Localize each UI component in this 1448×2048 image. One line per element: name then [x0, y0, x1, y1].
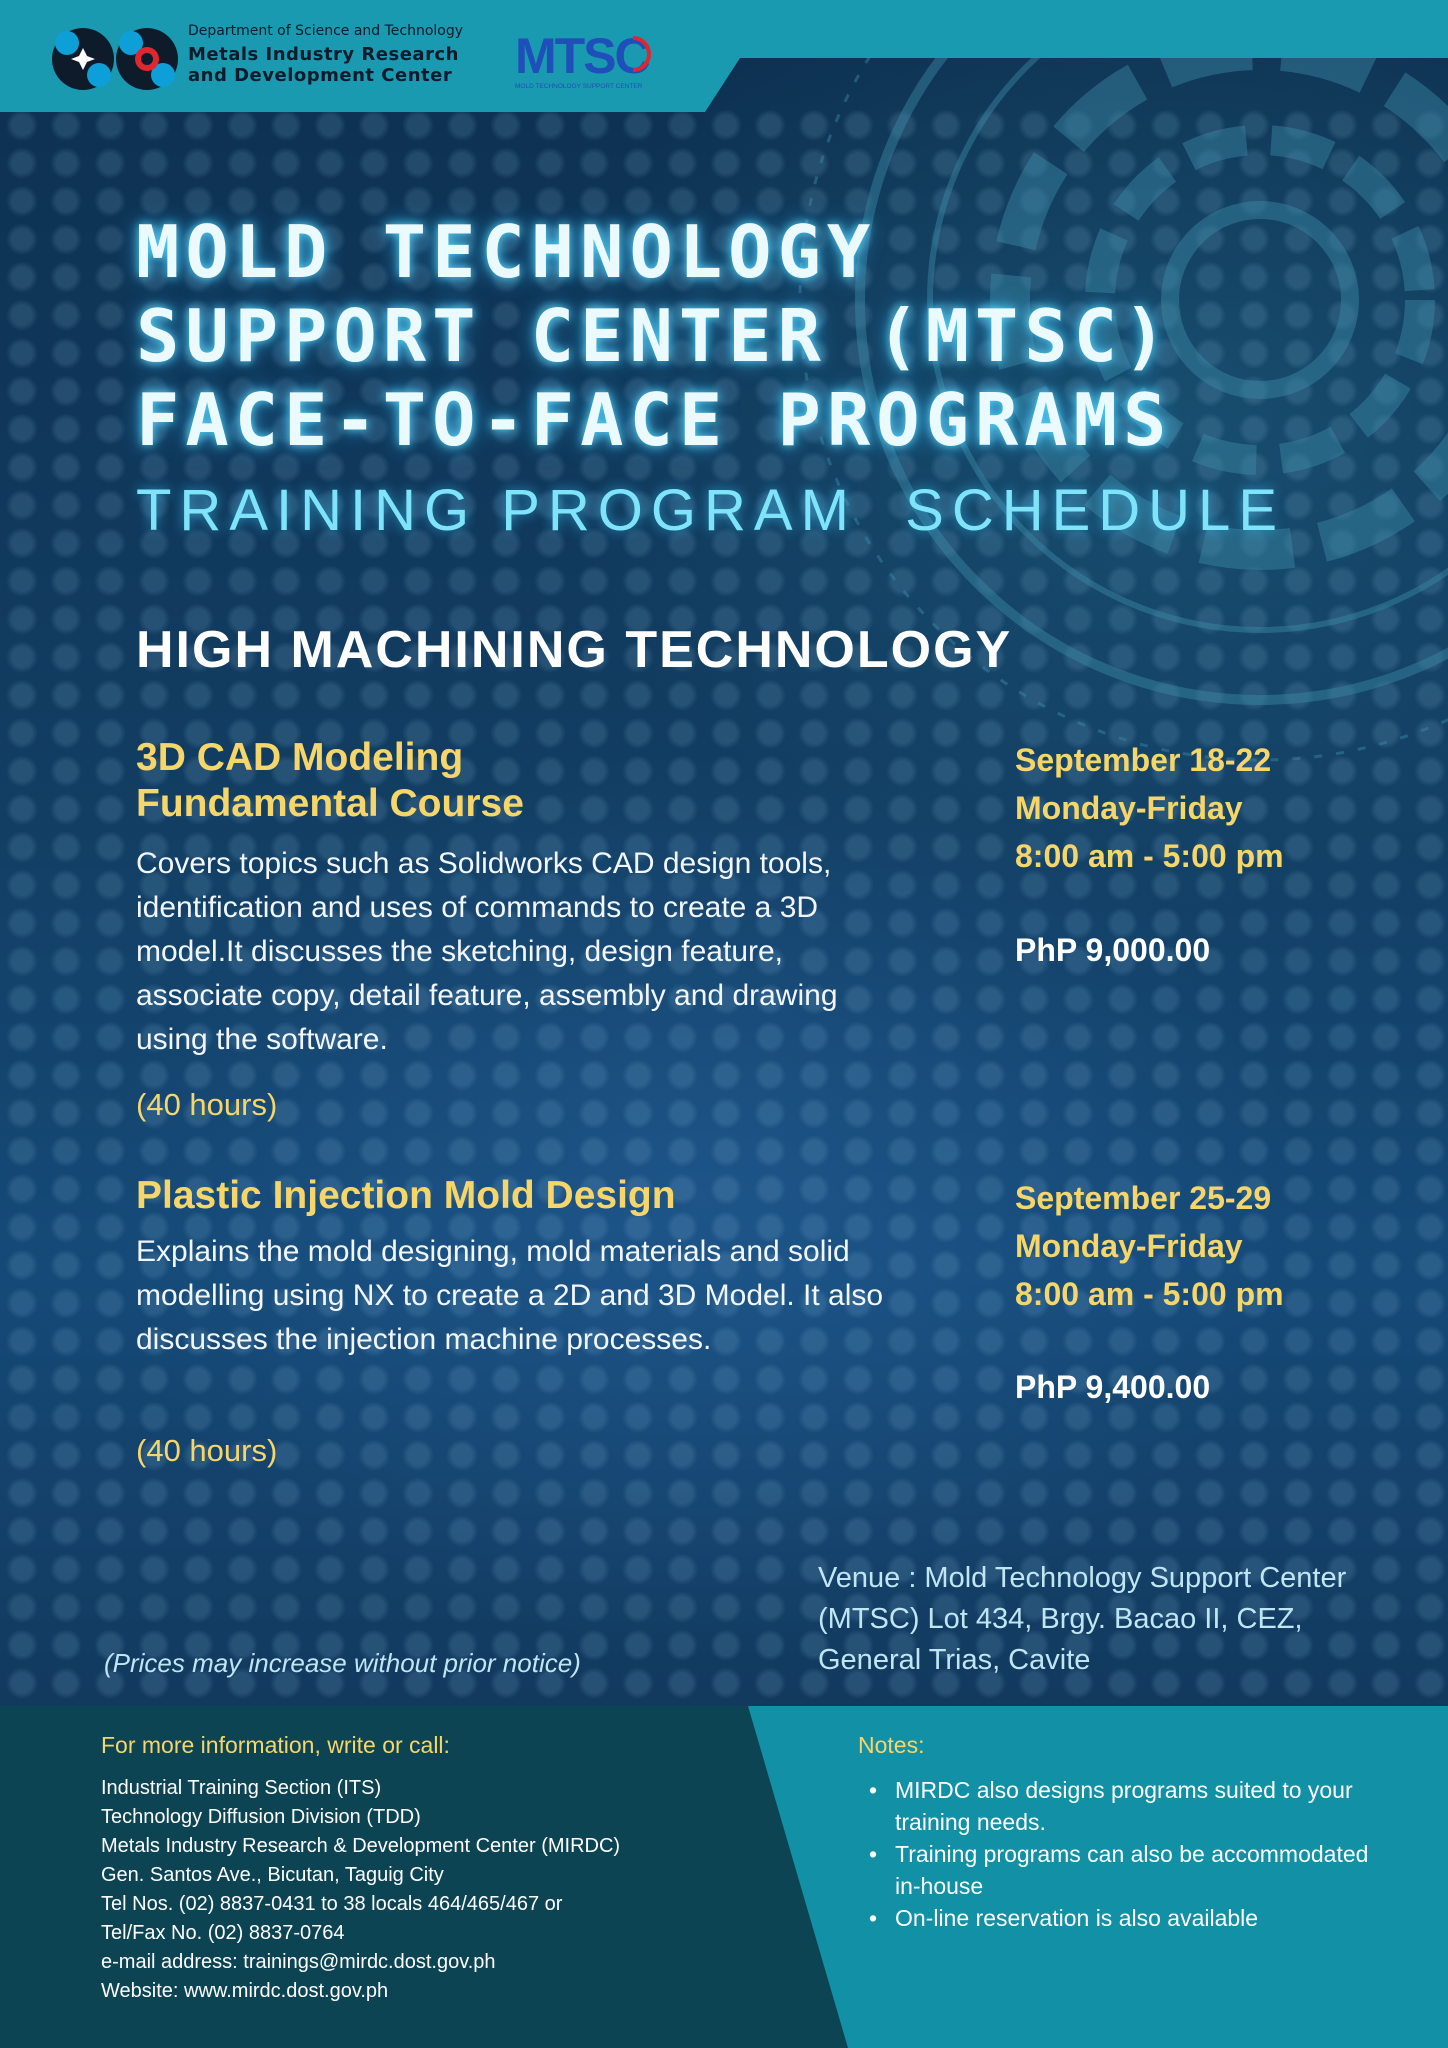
course-2-dates: September 25-29 — [1015, 1180, 1272, 1216]
main-title — [136, 210, 1376, 462]
course-1-title-line-1: 3D CAD Modeling — [136, 736, 464, 779]
agency-name-line1: Metals Industry Research — [188, 44, 459, 65]
department-name: Department of Science and Technology — [188, 23, 464, 39]
price-disclaimer: (Prices may increase without prior notice) — [104, 1648, 581, 1678]
venue-text: Venue : Mold Technology Support Center (MTSC) Lot 434, Brgy. Bacao II, CEZ, General Trias, Cavite — [818, 1562, 1347, 1676]
dost-logo — [50, 26, 180, 92]
course-1-description: Covers topics such as Solidworks CAD design tools, identification and uses of commands to create a 3D model.It discusses the sketching, design feature, associate copy, detail feature, assembly and drawing using the software. — [136, 847, 838, 1056]
contact-line: Technology Diffusion Division (TDD) — [101, 1806, 421, 1828]
contact-line: Metals Industry Research & Development Center (MIRDC) — [101, 1835, 621, 1857]
note-item: • Training programs can also be accommodated in-house — [895, 1838, 1375, 1902]
mtsc-logo-text: MTSC — [515, 28, 649, 84]
contact-website: Website: www.mirdc.dost.gov.ph — [101, 1980, 389, 2002]
course-1-price: PhP 9,000.00 — [1015, 932, 1211, 968]
contact-email: e-mail address: trainings@mirdc.dost.gov.ph — [101, 1951, 496, 1973]
contact-line: Tel/Fax No. (02) 8837-0764 — [101, 1922, 345, 1944]
course-1-schedule — [1015, 736, 1284, 880]
contact-line: Industrial Training Section (ITS) — [101, 1777, 382, 1799]
course-1-dates: September 18-22 — [1015, 742, 1272, 778]
agency-header — [188, 24, 463, 86]
course-1-hours: (40 hours) — [136, 1087, 278, 1122]
note-item: • MIRDC also designs programs suited to your training needs. — [895, 1774, 1375, 1838]
course-2-title — [136, 1173, 676, 1219]
contact-line: Gen. Santos Ave., Bicutan, Taguig City — [101, 1864, 444, 1886]
course-2-hours: (40 hours) — [136, 1433, 278, 1468]
contact-lines — [101, 1774, 620, 2006]
title-line-3: FACE-TO-FACE PROGRAMS — [136, 378, 1173, 462]
notes-heading: Notes: — [858, 1732, 925, 1758]
course-1-title-line-2: Fundamental Course — [136, 782, 524, 825]
title-line-2: SUPPORT CENTER (MTSC) — [136, 294, 1173, 378]
note-item: • On-line reservation is also available — [895, 1902, 1375, 1934]
contact-heading: For more information, write or call: — [101, 1732, 450, 1758]
mtsc-logo-tagline: MOLD TECHNOLOGY SUPPORT CENTER — [515, 83, 643, 90]
mtsc-logo — [515, 28, 675, 94]
notes-list — [895, 1774, 1375, 1934]
header-stripes — [1060, 0, 1320, 58]
course-2-time: 8:00 am - 5:00 pm — [1015, 1276, 1284, 1312]
course-1-time: 8:00 am - 5:00 pm — [1015, 838, 1284, 874]
course-1-title — [136, 735, 524, 827]
course-2-schedule — [1015, 1174, 1284, 1318]
course-2-title-line-1: Plastic Injection Mold Design — [136, 1174, 676, 1217]
course-1-days: Monday-Friday — [1015, 790, 1243, 826]
course-2-price: PhP 9,400.00 — [1015, 1369, 1211, 1405]
contact-line: Tel Nos. (02) 8837-0431 to 38 locals 464/465/467 or — [101, 1893, 563, 1915]
course-2-days: Monday-Friday — [1015, 1228, 1243, 1264]
course-2-description: Explains the mold designing, mold materials and solid modelling using NX to create a 2D and 3D Model. It also discusses the injection machine processes. — [136, 1235, 884, 1356]
section-title: HIGH MACHINING TECHNOLOGY — [136, 621, 1013, 679]
title-line-1: MOLD TECHNOLOGY — [136, 210, 877, 294]
agency-name-line2: and Development Center — [188, 65, 453, 86]
schedule-subtitle: TRAINING PROGRAM SCHEDULE — [136, 478, 1285, 543]
footer — [0, 1706, 1448, 2048]
